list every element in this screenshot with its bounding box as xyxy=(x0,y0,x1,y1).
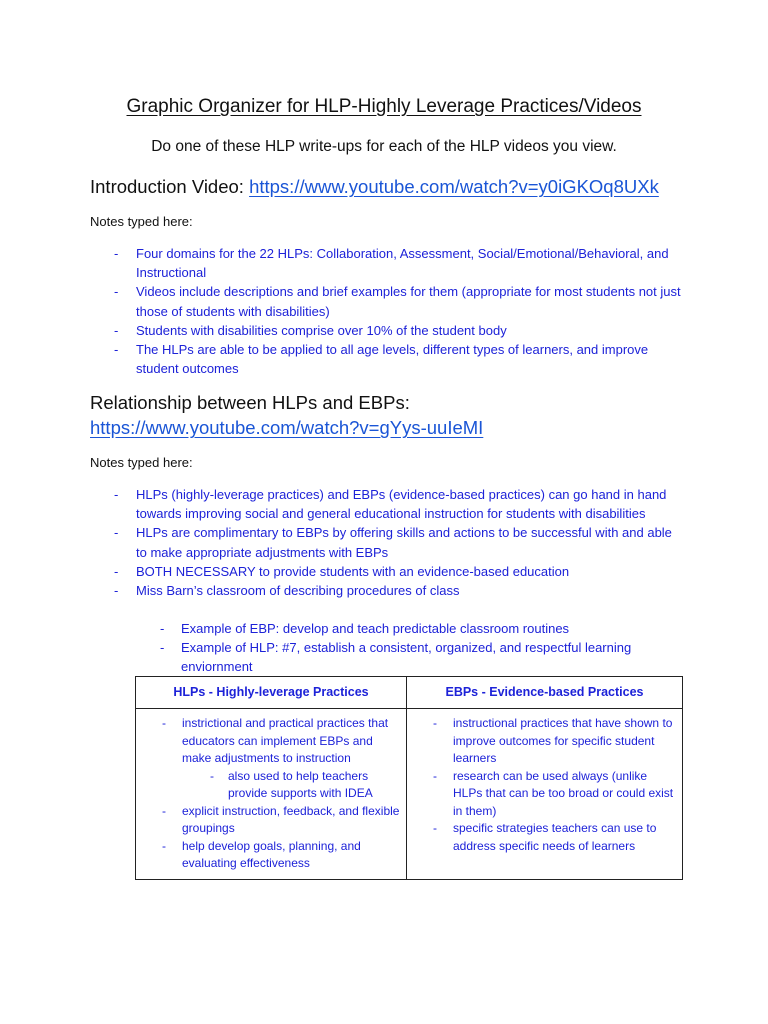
table-header-hlps: HLPs - Highly-leverage Practices xyxy=(136,677,407,709)
ebps-list xyxy=(413,715,676,855)
list-item: - Miss Barn’s classroom of describing procedures of class xyxy=(112,581,677,600)
list-item: - Four domains for the 22 HLPs: Collaboration, Assessment, Social/Emotional/Behavioral, and Instructional xyxy=(112,244,692,282)
list-item: - Videos include descriptions and brief examples for them (appropriate for most students not just those of students with disabilities) xyxy=(112,282,692,320)
section-relationship-notes-label: Notes typed here: xyxy=(90,455,193,470)
list-item: - research can be used always (unlike HLPs that can be too broad or could exist in them) xyxy=(431,768,676,821)
table-header-ebps: EBPs - Evidence-based Practices xyxy=(407,677,683,709)
document-subtitle: Do one of these HLP write-ups for each of the HLP videos you view. xyxy=(151,138,617,155)
section-relationship-heading: Relationship between HLPs and EBPs: xyxy=(90,392,410,413)
list-item-nested: - also used to help teachers provide supports with IDEA xyxy=(160,768,400,803)
intro-video-link[interactable]: https://www.youtube.com/watch?v=y0iGKOq8UXk xyxy=(249,176,659,197)
table-cell-ebps xyxy=(407,709,683,880)
section-intro-notes-list xyxy=(112,244,692,378)
list-item: - HLPs (highly-leverage practices) and EBPs (evidence-based practices) can go hand in hand towards improving social and general educational instruction for students with disabilities xyxy=(112,485,677,523)
list-item: - BOTH NECESSARY to provide students with an evidence-based education xyxy=(112,562,677,581)
list-item: - Example of HLP: #7, establish a consistent, organized, and respectful learning enviornment xyxy=(158,638,678,676)
table-cell-hlps xyxy=(136,709,407,880)
section-relationship-subnotes-list xyxy=(158,619,678,677)
relationship-video-link[interactable]: https://www.youtube.com/watch?v=gYys-uuIeMI xyxy=(90,417,484,438)
section-relationship-link-line xyxy=(90,416,483,440)
list-item: - specific strategies teachers can use to address specific needs of learners xyxy=(431,820,676,855)
list-item: - Example of EBP: develop and teach predictable classroom routines xyxy=(158,619,678,638)
comparison-table xyxy=(135,676,683,880)
table-header-row xyxy=(136,677,683,709)
list-item: - instructional practices that have shown to improve outcomes for specific student learners xyxy=(431,715,676,768)
table-row xyxy=(136,709,683,880)
section-relationship-notes-list xyxy=(112,485,677,600)
list-item: - explicit instruction, feedback, and flexible groupings xyxy=(160,803,400,838)
hlps-list xyxy=(142,715,400,873)
list-item: - The HLPs are able to be applied to all age levels, different types of learners, and improve student outcomes xyxy=(112,340,692,378)
list-item: - HLPs are complimentary to EBPs by offering skills and actions to be successful with and able to make appropriate adjustments with EBPs xyxy=(112,523,677,561)
list-item: - Students with disabilities comprise over 10% of the student body xyxy=(112,321,692,340)
document-title: Graphic Organizer for HLP-Highly Leverage Practices/Videos xyxy=(126,96,642,117)
list-item: - instrictional and practical practices that educators can implement EBPs and make adjustments to instruction xyxy=(160,715,400,768)
section-intro-heading xyxy=(90,175,659,199)
section-intro-heading-text: Introduction Video: xyxy=(90,176,250,197)
section-intro-notes-label: Notes typed here: xyxy=(90,214,193,229)
list-item: - help develop goals, planning, and evaluating effectiveness xyxy=(160,838,400,873)
